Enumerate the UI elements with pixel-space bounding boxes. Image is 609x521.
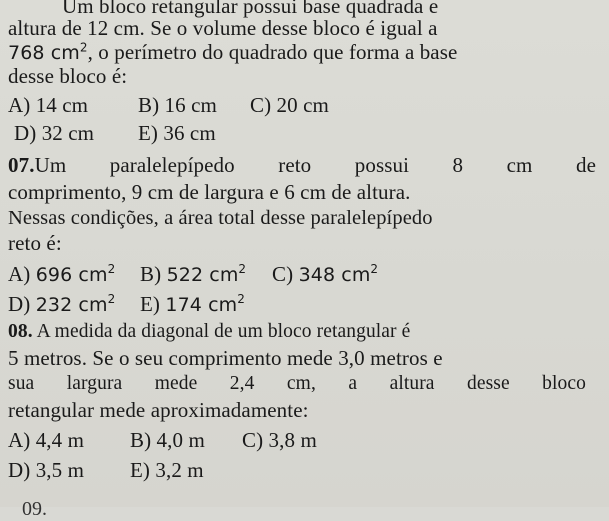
q6-line-3-rest: , o perímetro do quadrado que forma a base [87, 40, 458, 64]
q6-line-2-text: altura de 12 cm. Se o volume desse bloco é igual a [8, 16, 438, 40]
q7-number: 07. [8, 153, 35, 177]
q6-options-row-1 [8, 93, 329, 117]
q6-volume-number: 768 cm [8, 42, 80, 64]
q6-line-2 [8, 16, 438, 40]
q7-option-e [140, 292, 245, 317]
q6-line-3 [8, 40, 457, 65]
q8-number: 08. [8, 321, 33, 342]
q6-option-b: B) 16 cm [138, 93, 217, 117]
q8-line-1 [8, 320, 410, 344]
q7-line-2 [8, 180, 410, 204]
q7-option-d-value: 232 cm [35, 294, 108, 316]
q6-option-d: D) 32 cm [14, 121, 95, 145]
q7-line-2-text: comprimento, 9 cm de largura e 6 cm de altura. [8, 180, 411, 204]
q7-option-e-exp: 2 [237, 292, 245, 306]
q8-line-1-text: A medida da diagonal de um bloco retangular é [36, 321, 411, 342]
q7-option-b-exp: 2 [238, 262, 247, 276]
q7-option-a-value: 696 cm [35, 264, 108, 286]
q7-option-d [8, 292, 140, 317]
q6-line-1-text: Um bloco retangular possui base quadrada e [62, 0, 439, 18]
q7-options-row-2 [8, 292, 245, 317]
q7-option-c [272, 262, 378, 287]
q8-line-3 [8, 372, 586, 396]
q8-options-row-2 [8, 458, 204, 482]
q6-options-row-2 [14, 121, 216, 145]
q8-options-row-1 [8, 428, 317, 452]
q8-line-2-text: 5 metros. Se o seu comprimento mede 3,0 metros e [8, 346, 443, 370]
q7-option-c-exp: 2 [370, 262, 379, 276]
q8-option-c: C) 3,8 m [242, 428, 317, 452]
q7-option-d-label: D) [8, 292, 31, 316]
q7-option-a-label: A) [8, 262, 31, 286]
q7-option-b [140, 262, 272, 287]
q7-options-row-1 [8, 262, 378, 287]
q8-line-2 [8, 346, 443, 370]
q6-option-a: A) 14 cm [8, 93, 89, 117]
q7-option-b-value: 522 cm [166, 264, 239, 286]
q7-line-4-text: reto é: [8, 231, 62, 255]
next-question-number: 09. [22, 498, 47, 520]
q8-line-4 [8, 398, 309, 422]
next-question-cut [22, 498, 102, 520]
q8-option-e: E) 3,2 m [130, 458, 204, 482]
q7-line-1-text: Um paralelepípedo reto possui 8 cm de [34, 153, 596, 177]
q6-option-c: C) 20 cm [250, 93, 329, 117]
q7-line-3 [8, 206, 433, 230]
q7-option-a-exp: 2 [107, 262, 116, 276]
q7-line-4 [8, 231, 62, 255]
q7-option-c-value: 348 cm [298, 264, 371, 286]
q7-line-3-text: Nessas condições, a área total desse paralelepípedo [8, 207, 433, 229]
q8-option-d: D) 3,5 m [8, 458, 85, 482]
q6-option-e: E) 36 cm [138, 121, 216, 145]
q7-option-e-label: E) [140, 292, 161, 316]
q8-option-b: B) 4,0 m [130, 428, 205, 452]
q6-volume-exp: 2 [79, 40, 88, 55]
q7-option-e-value: 174 cm [165, 294, 238, 316]
q7-line-1 [8, 153, 596, 177]
q8-option-a: A) 4,4 m [8, 428, 85, 452]
q6-line-4 [8, 64, 127, 88]
q7-option-c-label: C) [272, 262, 294, 286]
q7-option-a [8, 262, 140, 287]
q6-volume-value [8, 42, 88, 64]
q7-option-b-label: B) [140, 262, 162, 286]
q8-line-3-text: sua largura mede 2,4 cm, a altura desse bloco [8, 373, 586, 394]
q7-option-d-exp: 2 [107, 292, 116, 306]
q6-line-4-text: desse bloco é: [8, 64, 128, 88]
q8-line-4-text: retangular mede aproximadamente: [8, 398, 309, 422]
